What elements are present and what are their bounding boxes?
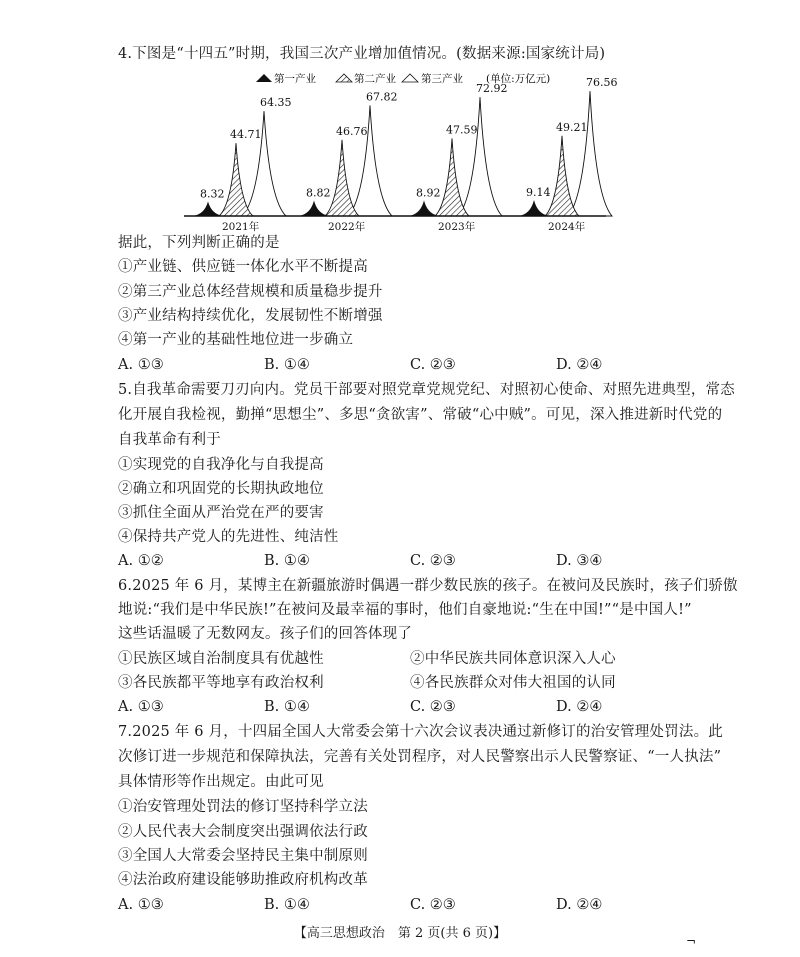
corner-mark: ¬ (686, 934, 697, 948)
year-group-3 (410, 82, 508, 233)
q7-item-4: ④法治政府建设能够助推政府机构改革 (118, 872, 368, 888)
q5-item-4: ④保持共产党人的先进性、纯洁性 (118, 529, 339, 545)
q4-option-b: B. ①④ (264, 357, 310, 373)
value-label-primary-1: 8.32 (200, 187, 225, 201)
q6-item-4: ④各民族群众对伟大祖国的认同 (410, 675, 616, 691)
q4-prompt: 据此，下列判断正确的是 (118, 235, 280, 251)
q6-item-2: ②中华民族共同体意识深入人心 (410, 651, 616, 667)
q6-stem-line-2: 地说:“我们是中华民族!”在被问及最幸福的事时，他们自豪地说:“生在中国!”“是中国人!” (118, 602, 692, 618)
q4-option-d: D. ②④ (556, 357, 603, 373)
q5-item-3: ③抓住全面从严治党在严的要害 (118, 505, 324, 521)
q5-item-1: ①实现党的自我净化与自我提高 (118, 457, 324, 473)
page-footer: 【高三思想政治 第 2 页(共 6 页)】 (293, 926, 507, 941)
peak-secondary-1 (219, 143, 253, 216)
year-group-4 (520, 76, 618, 233)
value-label-secondary-3: 47.59 (446, 123, 478, 137)
industry-chart (170, 66, 620, 238)
peak-primary-4 (520, 201, 548, 216)
value-label-tertiary-2: 67.82 (366, 90, 398, 104)
q7-option-b: B. ①④ (264, 897, 310, 913)
q7-option-a: A. ①③ (118, 897, 164, 913)
year-group-2 (300, 90, 398, 233)
peak-tertiary-2 (348, 105, 392, 216)
peak-tertiary-1 (242, 111, 286, 216)
value-label-primary-3: 8.92 (416, 186, 441, 200)
value-label-tertiary-4: 76.56 (586, 76, 618, 90)
legend-label-primary: 第一产业 (274, 73, 316, 85)
value-label-tertiary-1: 64.35 (260, 96, 292, 110)
q4-item-1: ①产业链、供应链一体化水平不断提高 (118, 259, 368, 275)
q6-option-d: D. ②④ (556, 699, 603, 715)
value-label-secondary-2: 46.76 (336, 124, 368, 138)
q5-item-2: ②确立和巩固党的长期执政地位 (118, 481, 324, 497)
value-label-tertiary-3: 72.92 (476, 82, 508, 96)
q4-item-2: ②第三产业总体经营规模和质量稳步提升 (118, 284, 383, 300)
q4-option-a: A. ①③ (118, 357, 164, 373)
value-label-primary-2: 8.82 (306, 186, 331, 200)
q6-stem-line-1: 6.2025 年 6 月，某博主在新疆旅游时偶遇一群少数民族的孩子。在被问及民族时，孩子们骄傲 (118, 578, 738, 594)
q5-stem-line-2: 化开展自我检视，勤掸“思想尘”、多思“贪欲害”、常破“心中贼”。可见，深入推进新时代党的 (118, 407, 723, 423)
peak-primary-3 (410, 201, 438, 216)
q5-option-b: B. ①④ (264, 553, 310, 569)
q6-option-b: B. ①④ (264, 699, 310, 715)
q4-item-4: ④第一产业的基础性地位进一步确立 (118, 332, 354, 348)
peak-secondary-2 (325, 140, 359, 216)
peak-tertiary-3 (458, 97, 502, 216)
q5-stem-line-1: 5.自我革命需要刀刃向内。党员干部要对照党章党规党纪、对照初心使命、对照先进典型，常态 (118, 382, 735, 398)
q7-stem-line-1: 7.2025 年 6 月，十四届全国人大常委会第十六次会议表决通过新修订的治安管理处罚法。此 (118, 724, 723, 740)
legend-label-tertiary: 第三产业 (421, 73, 463, 85)
q6-item-3: ③各民族都平等地享有政治权利 (118, 675, 324, 691)
peak-primary-1 (194, 202, 222, 216)
year-group-1 (194, 96, 292, 233)
value-label-secondary-1: 44.71 (230, 128, 262, 142)
x-tick-label-1: 2021年 (222, 221, 260, 233)
peak-primary-2 (300, 202, 328, 216)
q5-stem-line-3: 自我革命有利于 (118, 432, 221, 448)
legend-swatch-tertiary (402, 74, 418, 82)
legend-swatch-primary (256, 74, 272, 82)
legend-label-secondary: 第二产业 (354, 73, 396, 85)
peak-secondary-3 (435, 138, 469, 216)
q7-item-3: ③全国人大常委会坚持民主集中制原则 (118, 848, 368, 864)
q5-option-c: C. ②③ (410, 553, 456, 569)
peak-secondary-4 (545, 136, 579, 216)
q6-option-c: C. ②③ (410, 699, 456, 715)
q4-option-c: C. ②③ (410, 357, 456, 373)
value-label-primary-4: 9.14 (526, 186, 551, 200)
value-label-secondary-4: 49.21 (556, 120, 588, 134)
legend-item-primary (256, 72, 316, 85)
q7-option-d: D. ②④ (556, 897, 603, 913)
q5-option-d: D. ③④ (556, 553, 603, 569)
chart-plot-area (194, 76, 618, 233)
q7-option-c: C. ②③ (410, 897, 456, 913)
q5-option-a: A. ①② (118, 553, 164, 569)
peak-tertiary-4 (568, 91, 612, 216)
q6-stem-line-3: 这些话温暖了无数网友。孩子们的回答体现了 (118, 626, 412, 642)
q7-stem-line-2: 次修订进一步规范和保障执法，完善有关处罚程序，对人民警察出示人民警察证、“一人执法” (118, 749, 722, 765)
x-tick-label-3: 2023年 (438, 221, 476, 233)
legend-swatch-secondary (336, 74, 352, 82)
x-tick-label-2: 2022年 (328, 221, 366, 233)
q7-item-2: ②人民代表大会制度突出强调依法行政 (118, 824, 368, 840)
x-tick-label-4: 2024年 (548, 221, 586, 233)
q6-item-1: ①民族区域自治制度具有优越性 (118, 651, 324, 667)
q6-option-a: A. ①③ (118, 699, 164, 715)
q4-stem: 4.下图是“十四五”时期，我国三次产业增加值情况。(数据来源:国家统计局) (118, 46, 606, 62)
q7-item-1: ①治安管理处罚法的修订坚持科学立法 (118, 799, 368, 815)
chart-unit-label: (单位:万亿元) (486, 73, 551, 85)
legend-item-tertiary (402, 72, 463, 85)
legend-item-secondary (336, 72, 396, 85)
q4-item-3: ③产业结构持续优化，发展韧性不断增强 (118, 308, 383, 324)
q7-stem-line-3: 具体情形等作出规定。由此可见 (118, 774, 324, 790)
